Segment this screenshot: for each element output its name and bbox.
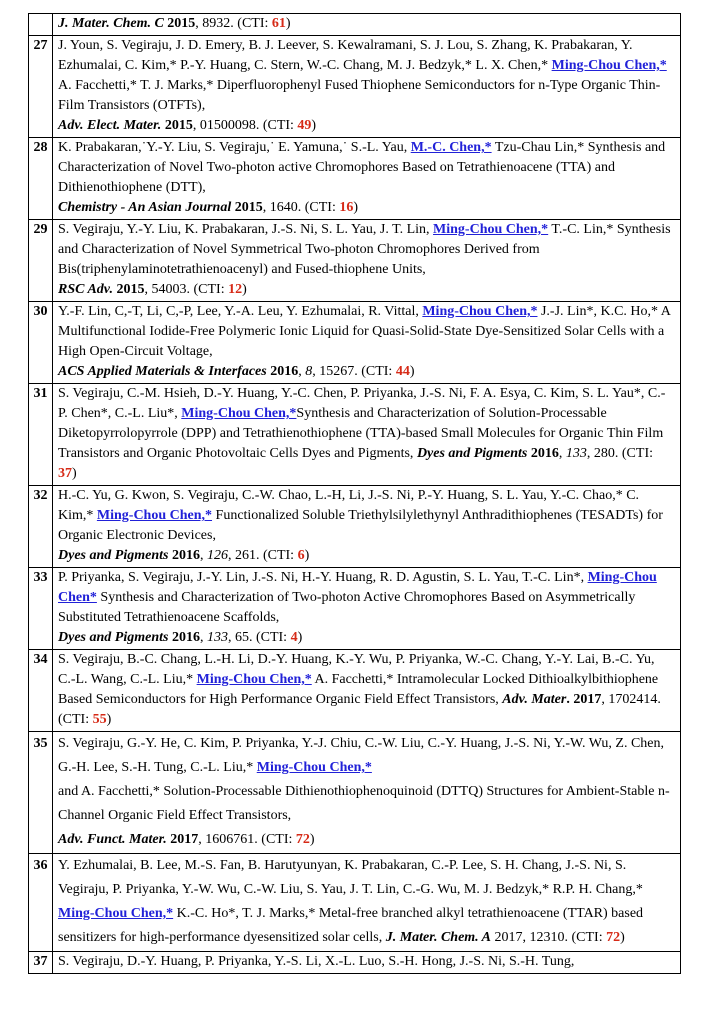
volume-number: 133	[206, 630, 228, 645]
cti-value: 55	[92, 712, 107, 727]
author-link-ming-chou-chen[interactable]: Ming-Chou Chen,*	[196, 672, 312, 687]
citation-text	[53, 650, 681, 732]
citation-segment: K.-C. Ho*, T. J. Marks,* Metal-free branched alkyl tetrathienoacene (TTAR) based sensitizers for high-performance dyesensitized solar cells,	[58, 906, 644, 945]
publication-row	[29, 486, 681, 568]
author-link-ming-chou-chen[interactable]: Ming-Chou Chen,*	[58, 906, 174, 921]
citation-segment: , 1702414. (CTI:	[58, 692, 661, 727]
publication-row	[29, 952, 681, 974]
entry-number: 34	[29, 650, 53, 732]
citation-text	[53, 36, 681, 138]
cti-value: 72	[606, 930, 621, 945]
citation-segment: ,	[298, 364, 306, 379]
citation-segment: , 280. (CTI:	[586, 446, 653, 461]
citation-segment: ,	[199, 630, 207, 645]
citation-segment: ,	[199, 548, 207, 563]
publication-row	[29, 384, 681, 486]
entry-number: 30	[29, 302, 53, 384]
entry-number: 36	[29, 854, 53, 952]
citation-segment: )	[353, 200, 359, 215]
citation-segment: Y. Ezhumalai, B. Lee, M.-S. Fan, B. Harutyunyan, K. Prabakaran, C.-P. Lee, S. H. Chang, J.-S. Ni, S. Vegiraju, P. Priyanka, Y.-W. Wu, C.-W. Liu, S. Yau, J. T. Lin, C.-G. Wu, M. J. Bedzyk,* R.P. H. Chang,*	[58, 858, 643, 897]
citation-text	[53, 952, 681, 974]
author-link-ming-chou-chen[interactable]: Ming-Chou Chen,*	[433, 222, 549, 237]
author-link-ming-chou-chen[interactable]: Ming-Chou Chen,*	[96, 508, 213, 523]
journal-name: Adv. Elect. Mater.	[58, 118, 162, 133]
publication-year: . 2017	[566, 692, 602, 707]
citation-segment: )	[309, 832, 315, 847]
publication-row	[29, 14, 681, 36]
journal-name: Adv. Mater	[502, 692, 567, 707]
citation-segment: J. Youn, S. Vegiraju, J. D. Emery, B. J. Leever, S. Kewalramani, S. J. Lou, S. Zhang, K. Prabakaran, Y. Ezhumalai, C. Kim,* P.-Y. Huang, C. Stern, W.-C. Chang, M. J. Bedzyk,* L. X. Chen,*	[58, 38, 633, 73]
cti-value: 12	[228, 282, 243, 297]
publication-row	[29, 302, 681, 384]
citation-segment: Y.-F. Lin, C,-T, Li, C,-P, Lee, Y.-A. Leu, Y. Ezhumalai, R. Vittal,	[58, 304, 423, 319]
author-link-ming-chou-chen[interactable]: M.-C. Chen,*	[410, 140, 492, 155]
citation-text	[53, 732, 681, 854]
citation-segment: , 8932. (CTI:	[195, 16, 272, 31]
entry-number: 33	[29, 568, 53, 650]
cti-value: 6	[297, 548, 305, 563]
publication-year: 2016	[527, 446, 559, 461]
citation-segment: Tzu-Chau Lin,* Synthesis and Characterization of Novel Two-photon active Chromophores Based on Tetrathienoacene (TTA) and Dithienothiophene (DTT),	[58, 140, 666, 195]
entry-number: 27	[29, 36, 53, 138]
publication-row	[29, 36, 681, 138]
citation-segment: )	[285, 16, 291, 31]
citation-segment: K. Prabakaran,˙Y.-Y. Liu, S. Vegiraju,˙ E. Yamuna,˙ S.-L. Yau,	[58, 140, 411, 155]
journal-name: Dyes and Pigments	[416, 446, 528, 461]
volume-number: 126	[206, 548, 228, 563]
publication-row	[29, 732, 681, 854]
citation-segment: Synthesis and Characterization of Two-photon Active Chromophores Based on Asymmetrically Substituted Tetrathienoacene Scaffolds,	[58, 590, 636, 625]
citation-segment: , 261. (CTI:	[227, 548, 298, 563]
entry-number: 32	[29, 486, 53, 568]
journal-name: Dyes and Pigments	[58, 630, 169, 645]
citation-segment: A. Facchetti,* Intramolecular Locked Dithioalkylbithiophene Based Semiconductors for High Performance Organic Field Effect Transistors,	[58, 672, 659, 707]
citation-text	[53, 384, 681, 486]
publication-year: 2015	[163, 16, 196, 31]
citation-text	[53, 138, 681, 220]
author-link-ming-chou-chen[interactable]: Ming-Chou Chen,*	[181, 406, 297, 421]
citation-segment: )	[242, 282, 247, 297]
author-link-ming-chou-chen[interactable]: Ming-Chou Chen,*	[551, 58, 667, 73]
entry-number: 31	[29, 384, 53, 486]
citation-text	[53, 302, 681, 384]
author-link-ming-chou-chen[interactable]: Ming-Chou Chen,*	[256, 760, 372, 775]
cti-value: 49	[297, 118, 312, 133]
citation-segment: )	[297, 630, 303, 645]
journal-name: Dyes and Pigments	[58, 548, 169, 563]
citation-segment: and A. Facchetti,* Solution-Processable Dithienothiophenoquinoid (DTTQ) Structures for Ambient-Stable n-Channel Organic Field Effect Transistors,	[58, 784, 670, 823]
volume-number: 133	[565, 446, 587, 461]
volume-number: 8	[305, 364, 313, 379]
citation-segment: S. Vegiraju, B.-C. Chang, L.-H. Li, D.-Y. Huang, K.-Y. Wu, P. Priyanka, W.-C. Chang, Y.-Y. Lai, B.-C. Yu, C.-L. Wang, C.-L. Liu,*	[58, 652, 655, 687]
publication-table	[28, 13, 681, 974]
publication-row	[29, 220, 681, 302]
entry-number: 37	[29, 952, 53, 974]
journal-name: J. Mater. Chem. A	[385, 930, 491, 945]
citation-segment: S. Vegiraju, D.-Y. Huang, P. Priyanka, Y.-S. Li, X.-L. Luo, S.-H. Hong, J.-S. Ni, S.-H. Tung,	[58, 954, 575, 969]
citation-text	[53, 486, 681, 568]
citation-segment: )	[311, 118, 317, 133]
publication-row	[29, 138, 681, 220]
publication-year: 2016	[168, 630, 200, 645]
cti-value: 4	[290, 630, 298, 645]
citation-segment: S. Vegiraju, Y.-Y. Liu, K. Prabakaran, J.-S. Ni, S. L. Yau, J. T. Lin,	[58, 222, 434, 237]
citation-segment: )	[106, 712, 112, 727]
publication-row	[29, 854, 681, 952]
citation-segment: S. Vegiraju, G.-Y. He, C. Kim, P. Priyanka, Y.-J. Chiu, C.-W. Liu, C.-Y. Huang, J.-S. Ni, Y.-W. Wu, Z. Chen, G.-H. Lee, S.-H. Tung, C.-L. Liu,*	[58, 736, 664, 775]
citation-segment: , 1606761. (CTI:	[198, 832, 296, 847]
publication-year: 2016	[266, 364, 299, 379]
citation-text	[53, 568, 681, 650]
citation-segment: , 1640. (CTI:	[262, 200, 340, 215]
publication-row	[29, 568, 681, 650]
citation-segment: 2017, 12310. (CTI:	[491, 930, 607, 945]
publication-row	[29, 650, 681, 732]
publication-year: 2015	[231, 200, 263, 215]
publication-year: 2015	[112, 282, 145, 297]
journal-name: ACS Applied Materials & Interfaces	[58, 364, 267, 379]
citation-text	[53, 854, 681, 952]
citation-segment: ,	[558, 446, 566, 461]
journal-name: J. Mater. Chem. C	[58, 16, 164, 31]
citation-segment: J.-J. Lin*, K.C. Ho,* A Multifunctional Iodide-Free Polymeric Ionic Liquid for Quasi-Solid-State Dye-Sensitized Solar Cells with a High Open-Circuit Voltage,	[58, 304, 671, 359]
citation-segment: A. Facchetti,* T. J. Marks,* Diperfluorophenyl Fused Thiophene Semiconductors for n-Type Organic Thin-Film Transistors (OTFTs),	[58, 78, 661, 113]
citation-segment: , 01500098. (CTI:	[192, 118, 298, 133]
citation-segment: )	[72, 466, 77, 481]
citation-text	[53, 14, 681, 36]
publication-year: 2015	[161, 118, 193, 133]
entry-number: 29	[29, 220, 53, 302]
cti-value: 61	[271, 16, 286, 31]
publication-year: 2016	[168, 548, 200, 563]
citation-segment: T.-C. Lin,* Synthesis and Characterization of Novel Symmetrical Two-photon Chromophores Derived from Bis(triphenylaminotetrathienoacenyl) and Fused-thiophene Units,	[58, 222, 671, 277]
entry-number: 35	[29, 732, 53, 854]
publication-table-body	[29, 14, 681, 974]
citation-segment: , 54003. (CTI:	[144, 282, 229, 297]
citation-segment: )	[620, 930, 625, 945]
cti-value: 44	[395, 364, 410, 379]
citation-segment: , 15267. (CTI:	[312, 364, 396, 379]
cti-value: 72	[295, 832, 310, 847]
journal-name: RSC Adv.	[58, 282, 113, 297]
journal-name: Chemistry - An Asian Journal	[58, 200, 232, 215]
citation-segment: )	[304, 548, 310, 563]
entry-number: 28	[29, 138, 53, 220]
citation-segment: , 65. (CTI:	[227, 630, 291, 645]
citation-segment: )	[409, 364, 415, 379]
author-link-ming-chou-chen[interactable]: Ming-Chou Chen,*	[422, 304, 538, 319]
cti-value: 37	[58, 466, 72, 481]
citation-segment: Functionalized Soluble Triethylsilylethynyl Anthradithiophenes (TESADTs) for Organic Electronic Devices,	[58, 508, 663, 543]
entry-number	[29, 14, 53, 36]
publication-year: 2017	[166, 832, 199, 847]
author-link-ming-chou-chen[interactable]: Ming-Chou Chen*	[58, 570, 657, 605]
cti-value: 16	[339, 200, 354, 215]
journal-name: Adv. Funct. Mater.	[58, 832, 167, 847]
citation-segment: Synthesis and Characterization of Solution-Processable Diketopyrrolopyrrole (DPP) and Tetrathienothiophene (TTA)-based Small Molecules for Organic Thin Film Transistors and Organic Photovoltaic Cells Dyes and Pigments,	[58, 406, 664, 461]
citation-segment: P. Priyanka, S. Vegiraju, J.-Y. Lin, J.-S. Ni, H.-Y. Huang, R. D. Agustin, S. L. Yau, T.-C. Lin*,	[58, 570, 588, 585]
citation-segment: H.-C. Yu, G. Kwon, S. Vegiraju, C.-W. Chao, L.-H, Li, J.-S. Ni, P.-Y. Huang, S. L. Yau, Y.-C. Chao,* C. Kim,*	[58, 488, 640, 523]
citation-text	[53, 220, 681, 302]
citation-segment: S. Vegiraju, C.-M. Hsieh, D.-Y. Huang, Y.-C. Chen, P. Priyanka, J.-S. Ni, F. A. Esya, C. Kim, S. L. Yau*, C.-P. Chen*, C.-L. Liu*,	[58, 386, 666, 421]
